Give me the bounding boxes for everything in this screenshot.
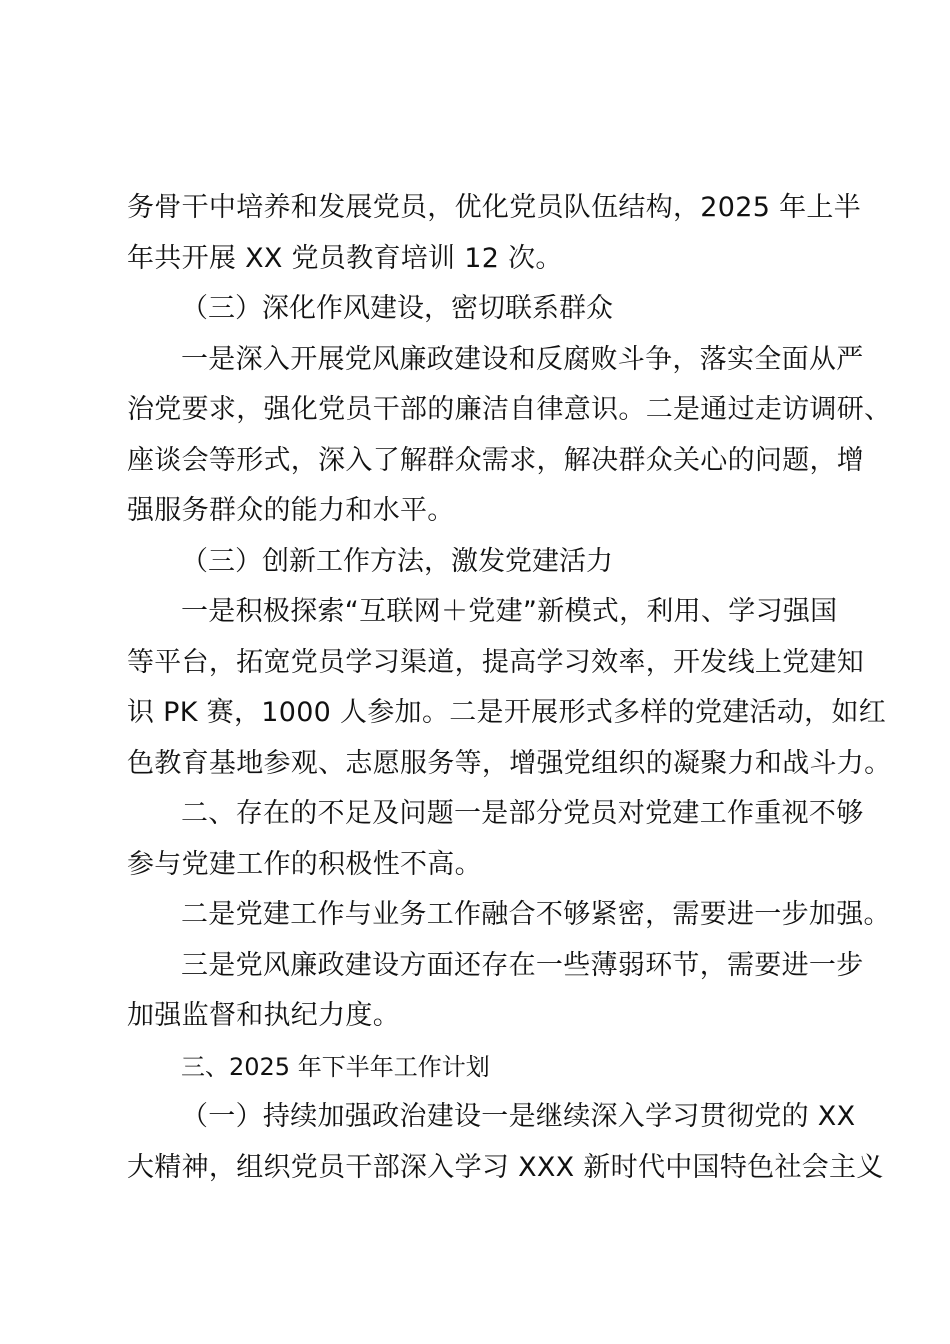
heading-text: （三）创新工作方法，激发党建活力 xyxy=(181,545,613,577)
heading-text: （三）深化作风建设，密切联系群众 xyxy=(181,293,613,324)
paragraph-integration-issue xyxy=(127,890,891,941)
section-heading-work-plan xyxy=(127,1042,831,1093)
text-line: 二、存在的不足及问题一是部分党员对党建工作重视不够 xyxy=(181,798,864,829)
text-line: 治党要求，强化党员干部的廉洁自律意识。二是通过走访调研、 xyxy=(127,394,892,425)
section-heading-work-style xyxy=(127,284,831,335)
text-line: 加强监督和执纪力度。 xyxy=(127,1000,400,1031)
text-line: 一是深入开展党风廉政建设和反腐败斗争，落实全面从严 xyxy=(181,343,864,375)
paragraph-internet-party-building xyxy=(127,587,892,789)
text-line: 二是党建工作与业务工作融合不够紧密，需要进一步加强。 xyxy=(181,899,891,930)
section-heading-innovation xyxy=(127,537,831,588)
text-line: 务骨干中培养和发展党员，优化党员队伍结构，2025 年上半 xyxy=(127,192,861,223)
text-line: 等平台，拓宽党员学习渠道，提高学习效率，开发线上党建知 xyxy=(127,646,865,678)
text-line: 年共开展 XX 党员教育培训 12 次。 xyxy=(127,242,563,274)
text-line: （一）持续加强政治建设一是继续深入学习贯彻党的 XX xyxy=(181,1101,856,1132)
text-line: 一是积极探索“互联网＋党建”新模式，利用、学习强国 xyxy=(181,596,838,627)
text-line: 强服务群众的能力和水平。 xyxy=(127,495,455,526)
text-line: 参与党建工作的积极性不高。 xyxy=(127,848,482,880)
paragraph-integrity-weakness xyxy=(127,941,864,1042)
text-line: 色教育基地参观、志愿服务等，增强党组织的凝聚力和战斗力。 xyxy=(127,747,892,779)
text-line: 大精神，组织党员干部深入学习 XXX 新时代中国特色社会主义 xyxy=(127,1151,884,1183)
paragraph-shortcomings xyxy=(127,789,864,890)
heading-text: 三、2025 年下半年工作计划 xyxy=(181,1052,490,1081)
document-body xyxy=(127,183,892,1193)
text-line: 识 PK 赛，1000 人参加。二是开展形式多样的党建活动，如红 xyxy=(127,697,887,728)
paragraph-political-building xyxy=(127,1092,884,1193)
paragraph-party-member-development xyxy=(127,183,861,284)
text-line: 三是党风廉政建设方面还存在一些薄弱环节，需要进一步 xyxy=(181,949,864,981)
text-line: 座谈会等形式，深入了解群众需求，解决群众关心的问题，增 xyxy=(127,444,865,476)
paragraph-anti-corruption xyxy=(127,335,892,537)
